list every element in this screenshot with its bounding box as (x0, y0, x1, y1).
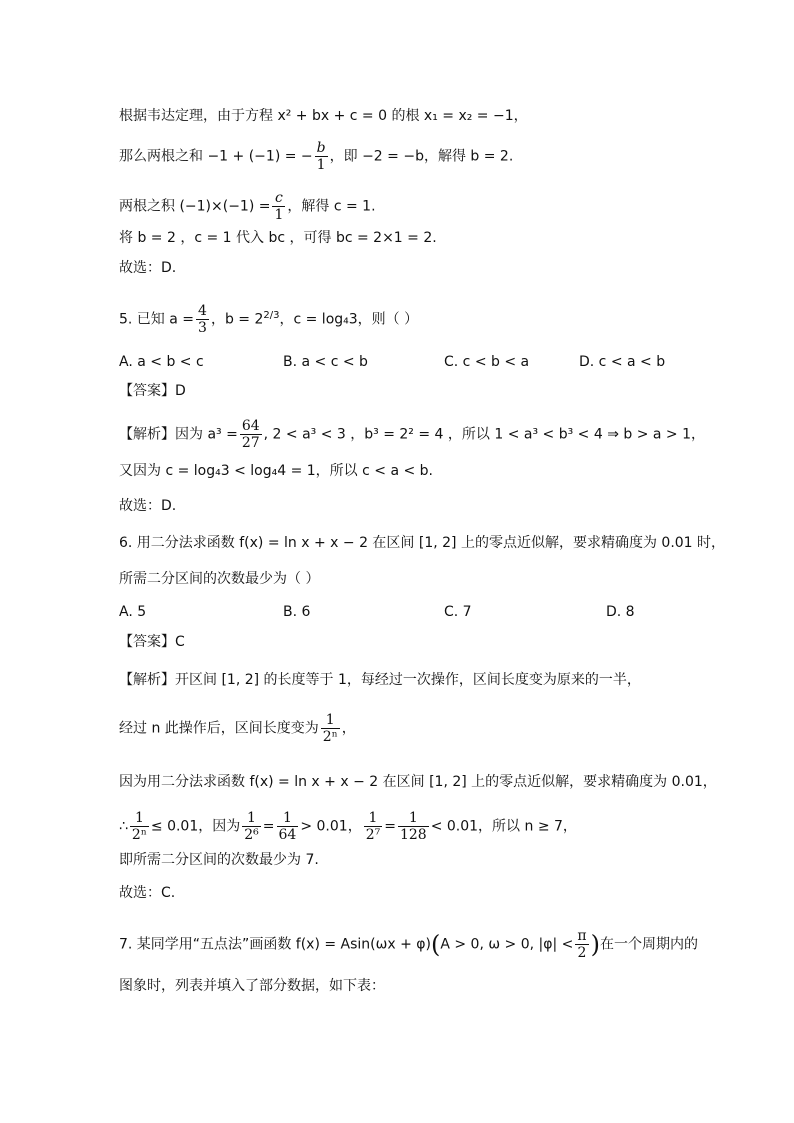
q7-stem-2: 图象时，列表并填入了部分数据，如下表： (119, 978, 385, 994)
q6-analysis-5: 即所需二分区间的次数最少为 7. (119, 852, 319, 868)
fraction: $\frac{1}{\text{2ⁿ}}$ (322, 712, 338, 745)
q6-analysis-3: 因为用二分法求函数 f(x) = ln x + x − 2 在区间 [1, 2] 上的零点近似解，要求精确度为 0.01， (119, 774, 717, 790)
q6-choose: 故选：C. (119, 885, 176, 901)
q6-analysis-4: ∴ $\frac{1}{\text{2ⁿ}}$ ≤ 0.01，因为 $\frac{1}{\text{2⁶}}$ = $\frac{1}{64}$ > 0.01， $\frac{1}{\text{2⁷}}$ = $\frac{1}{128}$ < 0.01，所以 n ≥ 7， (119, 810, 577, 843)
fraction: $\frac{c}{1}$ (274, 190, 284, 223)
product-of-roots-line: 两根之积 (−1)×(−1) = $\frac{c}{1}$ ，解得 c = 1. (119, 190, 376, 223)
q6-stem-2: 所需二分区间的次数最少为（ ） (119, 571, 320, 587)
q6-option-d[interactable]: D. 8 (606, 604, 635, 620)
q6-answer: 【答案】C (119, 634, 185, 650)
fraction: $\frac{\pi}{2}$ (577, 928, 587, 961)
q5-analysis-2: 又因为 c = log₄3 < log₄4 = 1，所以 c < a < b. (119, 463, 433, 479)
fraction: $\frac{1}{\text{2⁷}}$ (365, 810, 381, 843)
fraction: $\frac{1}{128}$ (399, 810, 427, 843)
vieta-line: 根据韦达定理，由于方程 x² + bx + c = 0 的根 x₁ = x₂ = −1， (119, 108, 528, 124)
q5-option-b[interactable]: B. a < c < b (283, 354, 368, 370)
q6-analysis-1: 【解析】开区间 [1, 2] 的长度等于 1，每经过一次操作，区间长度变为原来的一半， (119, 672, 641, 688)
fraction: $\frac{b}{1}$ (316, 140, 326, 173)
q5-option-c[interactable]: C. c < b < a (444, 354, 530, 370)
q5-choose: 故选：D. (119, 498, 177, 514)
q6-stem-1: 6. 用二分法求函数 f(x) = ln x + x − 2 在区间 [1, 2] 上的零点近似解，要求精确度为 0.01 时， (119, 535, 726, 551)
q6-analysis-2: 经过 n 此操作后，区间长度变为 $\frac{1}{\text{2ⁿ}}$ ， (119, 712, 356, 745)
q7-stem-1: 7. 某同学用“五点法”画函数 f(x) = Asin(ωx + φ)(A > 0, ω > 0, |φ| < $\frac{\pi}{2}$ )在一个周期内的 (119, 928, 698, 961)
q5-option-d[interactable]: D. c < a < b (579, 354, 666, 370)
substitute-line: 将 b = 2 ，c = 1 代入 bc ，可得 bc = 2×1 = 2. (119, 230, 437, 246)
choose-line: 故选：D. (119, 260, 177, 276)
q6-option-a[interactable]: A. 5 (119, 604, 147, 620)
q6-option-b[interactable]: B. 6 (283, 604, 311, 620)
q6-option-c[interactable]: C. 7 (444, 604, 472, 620)
q5-stem: 5. 已知 a = $\frac{4}{3}$ ，$b = 2^{2/3}$，c = log₄3，则（ ） (119, 303, 419, 336)
fraction: $\frac{64}{27}$ (241, 418, 260, 451)
fraction: $\frac{1}{\text{2⁶}}$ (244, 810, 259, 843)
fraction: $\frac{1}{\text{2ⁿ}}$ (131, 810, 147, 843)
q5-option-a[interactable]: A. a < b < c (119, 354, 204, 370)
q5-analysis: 【解析】因为 a³ = $\frac{64}{27}$ , 2 < a³ < 3 ，b³ = 2² = 4 ，所以 1 < a³ < b³ < 4 ⇒ b > a > 1， (119, 418, 706, 451)
fraction: $\frac{4}{3}$ (198, 303, 207, 336)
fraction: $\frac{1}{64}$ (278, 810, 297, 843)
sum-of-roots-line: 那么两根之和 −1 + (−1) = − $\frac{b}{1}$ ，即 −2 = −b，解得 b = 2. (119, 140, 514, 173)
q5-answer: 【答案】D (119, 383, 186, 399)
